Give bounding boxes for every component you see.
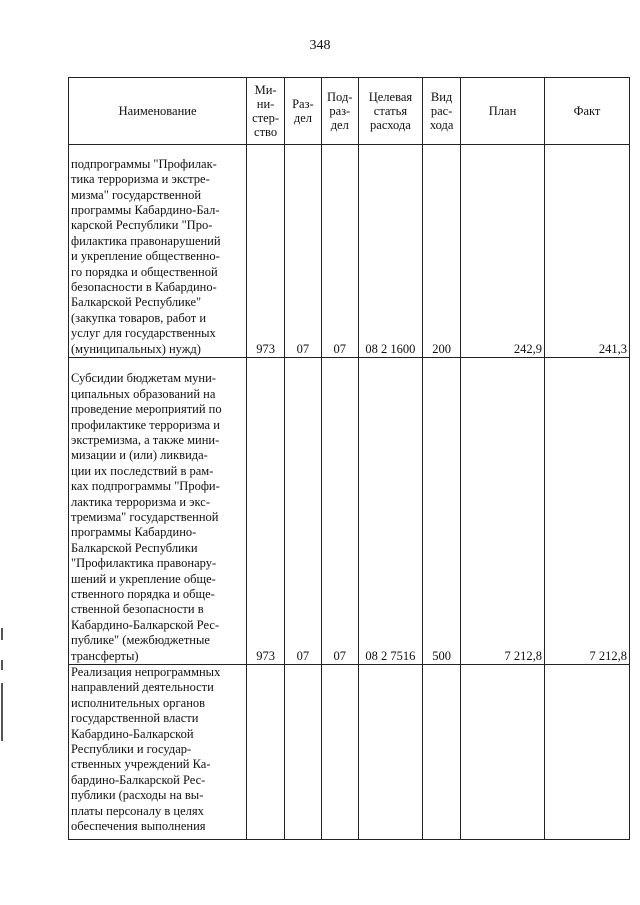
- row-section: 07: [285, 358, 322, 665]
- row-subsection: [321, 665, 358, 840]
- row-name: подпрограммы "Профилак- тика терроризма и экстре- мизма" государственной программы Кабардино-Бал- карской Республики "Про- филактика правонарушений и укрепление общественно- го порядка и общественной безопасности в Кабардино- Балкарской Республике" (закупка товаров, работ и услуг для государственных (муниципальных) нужд): [69, 145, 247, 358]
- row-expense-type: 200: [423, 145, 461, 358]
- table-header-row: [69, 78, 630, 145]
- row-ministry: 973: [247, 145, 285, 358]
- row-plan: 242,9: [461, 145, 545, 358]
- header-target-article: Целевая статья расхода: [358, 78, 422, 145]
- row-name: Реализация непрограммных направлений деятельности исполнительных органов государственной власти Кабардино-Балкарской Республики и государ- ственных учреждений Ка- бардино-Балкарской Рес- публики (расходы на вы- платы персоналу в целях обеспечения выполнения: [69, 665, 247, 840]
- header-section: Раз- дел: [285, 78, 322, 145]
- table-row: [69, 145, 630, 358]
- row-section: 07: [285, 145, 322, 358]
- header-ministry: Ми- ни- стер- ство: [247, 78, 285, 145]
- binding-margin-mark: [1, 683, 3, 741]
- binding-margin-mark: [1, 660, 3, 670]
- row-ministry: 973: [247, 358, 285, 665]
- header-fact: Факт: [544, 78, 629, 145]
- row-target-article: [358, 665, 422, 840]
- header-expense-type: Вид рас- хода: [423, 78, 461, 145]
- header-subsection: Под- раз- дел: [321, 78, 358, 145]
- row-section: [285, 665, 322, 840]
- header-plan: План: [461, 78, 545, 145]
- row-target-article: 08 2 7516: [358, 358, 422, 665]
- row-target-article: 08 2 1600: [358, 145, 422, 358]
- row-name: Субсидии бюджетам муни- ципальных образований на проведение мероприятий по профилактике терроризма и экстремизма, а также мини- мизации и (или) ликвида- ции их последствий в рам- ках подпрограммы "Профи- лактика терроризма и экс- тремизма" государственной программы Кабардино- Балкарской Республики "Профилактика правонару- шений и укрепление обще- ственного порядка и обще- ственной безопасности в Кабардино-Балкарской Рес- публике" (межбюджетные трансферты): [69, 358, 247, 665]
- header-name: Наименование: [69, 78, 247, 145]
- table-row: [69, 358, 630, 665]
- row-plan: [461, 665, 545, 840]
- table-row: [69, 665, 630, 840]
- binding-margin-mark: [1, 628, 3, 640]
- row-fact: [544, 665, 629, 840]
- budget-table: [68, 77, 630, 840]
- row-expense-type: [423, 665, 461, 840]
- row-fact: 241,3: [544, 145, 629, 358]
- row-subsection: 07: [321, 358, 358, 665]
- row-plan: 7 212,8: [461, 358, 545, 665]
- page-number: 348: [309, 38, 331, 53]
- row-fact: 7 212,8: [544, 358, 629, 665]
- row-subsection: 07: [321, 145, 358, 358]
- row-expense-type: 500: [423, 358, 461, 665]
- row-ministry: [247, 665, 285, 840]
